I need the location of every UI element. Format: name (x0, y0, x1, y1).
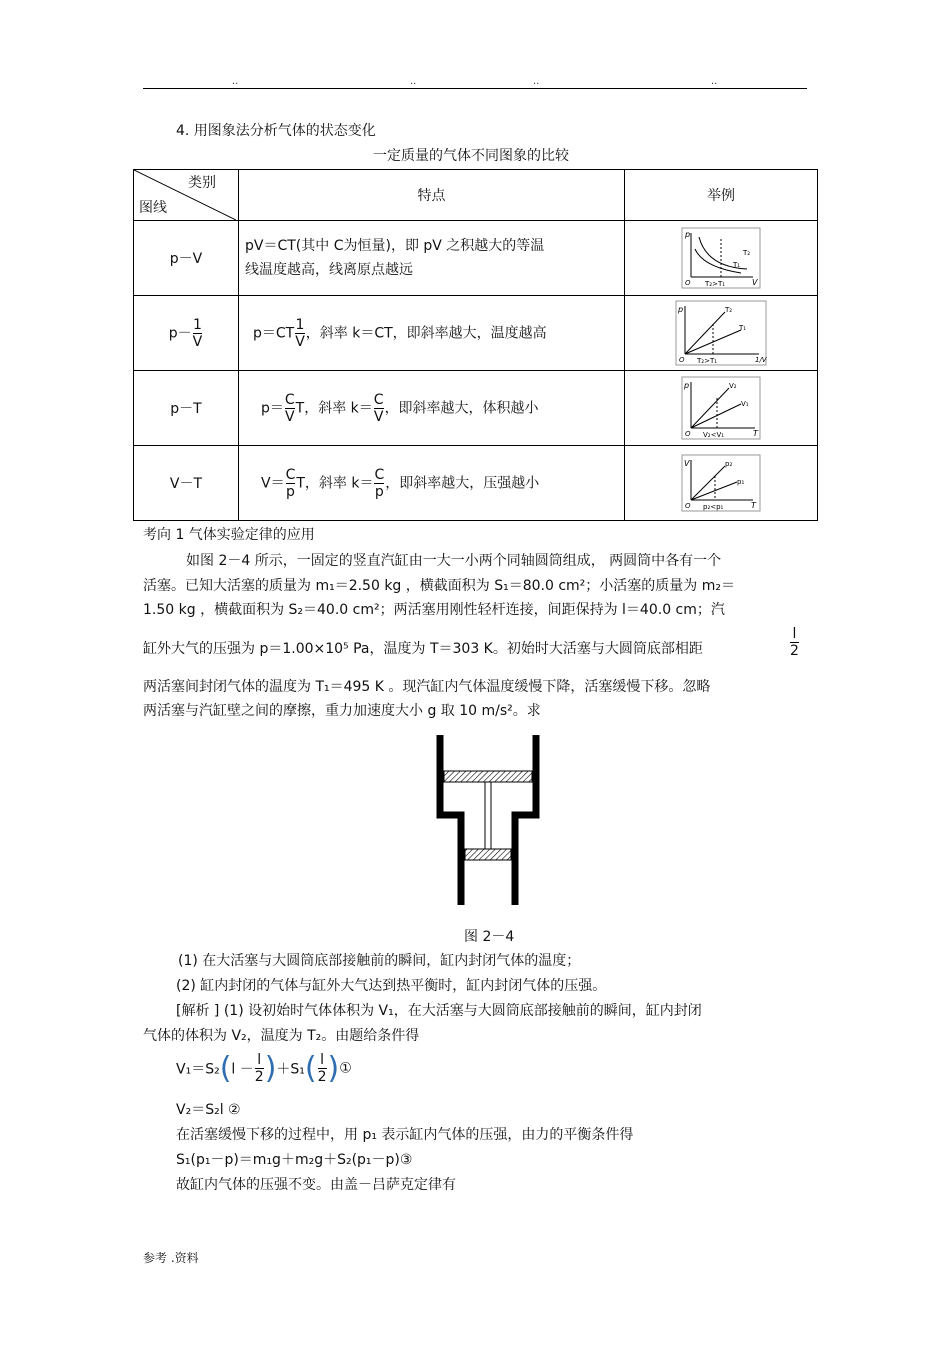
fraction (255, 1052, 264, 1085)
feature-line: 线温度越高，线离原点越远 (245, 262, 413, 278)
row-type: p－V (134, 221, 239, 296)
curve-label: T₂ (743, 249, 751, 257)
numerator: C (285, 466, 296, 483)
fraction (374, 392, 384, 425)
header-dot: .. (533, 76, 540, 87)
feature-text: ，即斜率越大，压强越小 (385, 475, 540, 491)
vt-isobar-graph (681, 454, 761, 512)
solution-line: 在活塞缓慢下移的过程中，用 p₁ 表示缸内气体的压强，由力的平衡条件得 (176, 1127, 634, 1143)
axis-y-label: p (678, 305, 684, 314)
numerator: l (255, 1052, 264, 1069)
denominator: 2 (790, 643, 799, 659)
problem-line: 两活塞与汽缸壁之间的摩擦，重力加速度大小 g 取 10 m/s²。求 (143, 703, 541, 719)
numerator: 1 (295, 316, 305, 333)
paren-right: ) (327, 1050, 340, 1086)
feature-text: V＝ (261, 475, 285, 491)
paren-left: ( (219, 1050, 232, 1086)
header-example: 举例 (625, 170, 818, 221)
solution-line: 气体的体积为 V₂，温度为 T₂。由题给条件得 (143, 1028, 420, 1044)
feature-text: p＝ (261, 400, 284, 416)
equation-3: S₁(p₁－p)＝m₁g＋m₂g＋S₂(p₁－p)③ (176, 1152, 413, 1168)
table-caption: 一定质量的气体不同图象的比较 (373, 148, 569, 164)
curve-label: p₂ (725, 460, 733, 468)
graph-note: p₂<p₁ (703, 503, 724, 511)
p-inverse-v-graph (675, 300, 767, 366)
feature-text: T，斜率 k＝ (296, 475, 374, 491)
origin-label: O (685, 430, 691, 438)
feature-text: T，斜率 k＝ (295, 400, 373, 416)
row-type: p－T (134, 371, 239, 446)
problem-line: 缸外大气的压强为 p＝1.00×10⁵ Pa，温度为 T＝303 K。初始时大活塞与大圆筒底部相距 (143, 641, 703, 657)
row-type-text: p－ (168, 325, 192, 341)
fraction (193, 317, 203, 350)
curve-label: V₁ (741, 400, 749, 408)
row-type (134, 296, 239, 371)
graph-note: T₂>T₁ (705, 280, 726, 288)
equation-1 (176, 1052, 352, 1085)
denominator: 2 (254, 1069, 264, 1085)
eq-text: l － (231, 1061, 254, 1078)
fraction (285, 392, 295, 425)
row-feature (239, 371, 625, 446)
row-example (625, 446, 818, 521)
problem-line: 1.50 kg ，横截面积为 S₂＝40.0 cm²；两活塞用刚性轻杆连接，间距保持为 l＝40.0 cm；汽 (143, 602, 725, 618)
section-title: 4. 用图象法分析气体的状态变化 (176, 123, 376, 139)
axis-x-label: V (752, 278, 758, 287)
row-example (625, 296, 818, 371)
problem-line: 如图 2－4 所示，一固定的竖直汽缸由一大一小两个同轴圆筒组成， 两圆筒中各有一个 (186, 553, 722, 569)
problem-line: 活塞。已知大活塞的质量为 m₁＝2.50 kg ，横截面积为 S₁＝80.0 cm²；小活塞的质量为 m₂＝ (143, 578, 735, 594)
denominator: 2 (317, 1069, 327, 1085)
equation-2: V₂＝S₂l ② (176, 1102, 241, 1118)
curve-label: V₂ (729, 382, 737, 390)
fraction (790, 626, 799, 659)
denominator: p (374, 483, 384, 500)
curve-label: p₁ (737, 478, 745, 486)
axis-y-label: p (685, 230, 691, 239)
graph-note: T₂>T₁ (697, 357, 718, 365)
fraction (318, 1052, 327, 1085)
cylinder-figure (430, 733, 550, 911)
row-example (625, 371, 818, 446)
header-rule (143, 88, 807, 89)
comparison-table (133, 169, 818, 521)
denominator: V (295, 333, 305, 350)
axis-x-label: T (753, 429, 758, 438)
denominator: p (286, 483, 295, 500)
pt-isochore-graph (681, 376, 761, 440)
paren-right: ) (264, 1050, 277, 1086)
row-feature (239, 296, 625, 371)
eq-number: ① (339, 1060, 352, 1077)
numerator: C (284, 391, 295, 408)
solution-line: [解析 ] (1) 设初始时气体体积为 V₁，在大活塞与大圆筒底部接触前的瞬间，缸内封闭 (176, 1003, 702, 1019)
fraction (286, 467, 296, 500)
curve-label: T₂ (725, 306, 733, 314)
header-feature: 特点 (239, 170, 625, 221)
row-feature (239, 446, 625, 521)
corner-cell (134, 170, 239, 221)
numerator: l (790, 626, 799, 643)
question: (2) 缸内封闭的气体与缸外大气达到热平衡时，缸内封闭气体的压强。 (176, 978, 607, 994)
origin-label: O (679, 356, 685, 364)
feature-text: ，即斜率越大，体积越小 (384, 400, 539, 416)
header-dot: .. (232, 76, 239, 87)
pv-isotherm-graph (681, 227, 761, 289)
footer: 参考 .资料 (143, 1251, 199, 1265)
question: (1) 在大活塞与大圆筒底部接触前的瞬间，缸内封闭气体的温度； (178, 953, 581, 969)
numerator: C (373, 391, 384, 408)
fraction (374, 467, 384, 500)
numerator: l (318, 1052, 327, 1069)
row-example (625, 221, 818, 296)
numerator: 1 (192, 316, 202, 333)
problem-line: 两活塞间封闭气体的温度为 T₁＝495 K 。现汽缸内气体温度缓慢下降，活塞缓慢下移。忽略 (143, 679, 711, 695)
axis-y-label: p (684, 381, 690, 390)
axis-x-label: 1/V (755, 356, 767, 364)
numerator: C (374, 466, 385, 483)
axis-y-label: V (684, 459, 690, 468)
feature-text: ，斜率 k＝CT，即斜率越大，温度越高 (305, 325, 547, 341)
corner-top-label: 类别 (188, 175, 216, 191)
graph-note: V₂<V₁ (703, 431, 725, 439)
solution-line: 故缸内气体的压强不变。由盖－吕萨克定律有 (176, 1177, 456, 1193)
feature-text: p＝CT (253, 325, 295, 341)
feature-line: pV＝CT(其中 C为恒量)，即 pV 之积越大的等温 (245, 238, 545, 254)
eq-text: ＋S₁ (276, 1061, 305, 1078)
header-dot: .. (410, 76, 417, 87)
row-feature (239, 221, 625, 296)
curve-label: T₁ (739, 324, 747, 332)
eq-text: V₁＝S₂ (176, 1061, 220, 1078)
row-type: V－T (134, 446, 239, 521)
axis-x-label: T (751, 501, 756, 510)
origin-label: O (685, 279, 691, 287)
header-dot: .. (711, 76, 718, 87)
origin-label: O (685, 502, 691, 510)
paren-left: ( (304, 1050, 317, 1086)
denominator: V (192, 333, 203, 350)
figure-caption: 图 2－4 (464, 929, 515, 945)
corner-bottom-label: 图线 (139, 200, 167, 216)
curve-label: T₁ (733, 261, 741, 269)
denominator: V (284, 408, 295, 425)
fraction (295, 317, 305, 350)
topic-heading: 考向 1 气体实验定律的应用 (143, 527, 315, 543)
denominator: V (373, 408, 384, 425)
